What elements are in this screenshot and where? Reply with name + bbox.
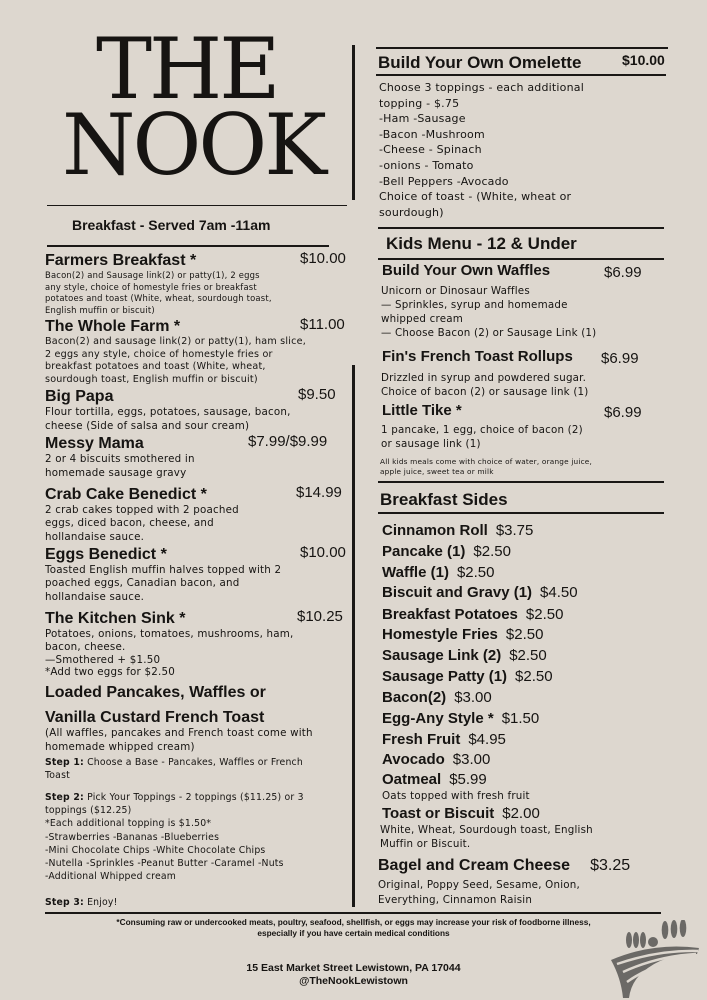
menu-item-title: Crab Cake Benedict * <box>45 486 207 503</box>
menu-item-title: Eggs Benedict * <box>45 546 167 563</box>
loaded-note: (All waffles, pancakes and French toast come with homemade whipped cream) <box>45 727 313 753</box>
divider <box>378 512 664 514</box>
social-handle[interactable]: @TheNookLewistown <box>299 975 408 987</box>
side-price: $3.00 <box>452 751 491 768</box>
side-price: $2.50 <box>473 543 511 560</box>
side-name: Bagel and Cream Cheese <box>378 857 571 874</box>
side-name: Avocado <box>382 751 445 768</box>
divider <box>378 481 664 483</box>
side-name: Sausage Patty (1) <box>382 668 508 685</box>
column-divider-top <box>352 45 355 200</box>
divider <box>378 258 664 260</box>
side-toast <box>382 805 540 822</box>
side-price: $4.95 <box>468 731 506 748</box>
side-name: Homestyle Fries <box>382 626 498 643</box>
kids-item-desc: Drizzled in syrup and powdered sugar. Choice of bacon (2) or sausage link (1) <box>381 372 589 398</box>
divider <box>378 227 664 229</box>
side-item <box>382 606 563 623</box>
side-name: Bacon(2) <box>382 689 447 706</box>
step-text: Choose a Base - Pancakes, Waffles or French Toast <box>45 757 303 782</box>
menu-item-price: $11.00 <box>300 316 345 333</box>
menu-item-price: $10.25 <box>297 608 343 625</box>
side-bagel <box>378 857 630 875</box>
loaded-step-1 <box>45 756 355 782</box>
side-item <box>382 710 539 727</box>
farm-field-logo-icon <box>603 920 707 1000</box>
side-name: Sausage Link (2) <box>382 647 502 664</box>
side-name: Biscuit and Gravy (1) <box>382 584 533 601</box>
logo-the: THE <box>96 20 278 118</box>
side-price: $4.50 <box>540 584 578 601</box>
address: 15 East Market Street Lewistown, PA 17044 <box>246 962 461 974</box>
loaded-step-2 <box>45 791 355 883</box>
kids-item-price: $6.99 <box>601 350 639 367</box>
loaded-step-3 <box>45 897 118 909</box>
divider <box>47 205 347 206</box>
step-label: Step 1: <box>45 757 84 768</box>
side-item <box>382 522 533 539</box>
side-price: $1.50 <box>501 710 540 727</box>
menu-item-desc: Toasted English muffin halves topped with 2 poached eggs, Canadian bacon, and hollandaise sauce. <box>45 564 282 603</box>
disclaimer-line-2: especially if you have certain medical conditions <box>257 928 450 938</box>
menu-item-title: Big Papa <box>45 388 114 405</box>
side-price: $2.00 <box>502 805 540 822</box>
loaded-title-2: Vanilla Custard French Toast <box>45 709 265 726</box>
menu-item-title: The Whole Farm * <box>45 318 181 335</box>
side-item <box>382 771 487 788</box>
menu-item-desc: Potatoes, onions, tomatoes, mushrooms, ham, bacon, cheese. —Smothered + $1.50 *Add two eggs for $2.50 <box>45 628 294 679</box>
menu-item-title: Messy Mama <box>45 435 144 452</box>
menu-item-desc: Flour tortilla, eggs, potatoes, sausage, bacon, cheese (Side of salsa and sour cream) <box>45 406 291 432</box>
divider <box>47 245 329 247</box>
side-price: $5.99 <box>449 771 487 788</box>
side-name: Pancake (1) <box>382 543 466 560</box>
kids-note: All kids meals come with choice of water, orange juice, apple juice, sweet tea or milk <box>380 457 593 476</box>
sides-heading: Breakfast Sides <box>380 490 508 509</box>
side-item <box>382 731 506 748</box>
kids-item-title: Fin's French Toast Rollups <box>382 348 573 365</box>
breakfast-heading: Breakfast - Served 7am -11am <box>72 217 271 233</box>
menu-item-desc: Bacon(2) and Sausage link(2) or patty(1), 2 eggs any style, choice of homestyle fries or breakfast potatoes and toast (White, wheat, sourdough toast, English muffin or biscuit) <box>45 270 272 315</box>
bagel-desc: Original, Poppy Seed, Sesame, Onion, Everything, Cinnamon Raisin <box>378 879 580 906</box>
menu-item-price: $10.00 <box>300 544 346 561</box>
toast-desc: White, Wheat, Sourdough toast, English Muffin or Biscuit. <box>380 824 593 850</box>
side-price: $2.50 <box>505 626 544 643</box>
omelette-title: Build Your Own Omelette <box>378 53 582 72</box>
omelette-desc: Choose 3 toppings - each additional topping - $.75 -Ham -Sausage -Bacon -Mushroom -Cheese - Spinach -onions - Tomato -Bell Peppers -Avocado Choice of toast - (White, wheat or sourdough) <box>379 81 584 219</box>
side-price: $2.50 <box>515 668 553 685</box>
step-label: Step 3: <box>45 897 84 908</box>
divider <box>376 74 666 76</box>
step-label: Step 2: <box>45 792 84 803</box>
side-price: $3.00 <box>454 689 492 706</box>
menu-item-desc: Bacon(2) and sausage link(2) or patty(1), ham slice, 2 eggs any style, choice of homestyle fries or breakfast potatoes and toast (White, wheat, sourdough toast, English muffin or biscuit) <box>45 336 306 385</box>
side-price: $3.25 <box>590 857 631 874</box>
kids-item-desc: Unicorn or Dinosaur Waffles — Sprinkles, syrup and homemade whipped cream — Choose Bacon (2) or Sausage Link (1) <box>381 285 597 339</box>
menu-item-price: $9.50 <box>298 386 336 403</box>
kids-item-title: Build Your Own Waffles <box>382 262 551 279</box>
menu-item-title: Farmers Breakfast * <box>45 252 197 269</box>
side-name: Fresh Fruit <box>382 731 461 748</box>
disclaimer-line-1: *Consuming raw or undercooked meats, poultry, seafood, shellfish, or eggs may increase your risk of foodborne illness, <box>116 917 591 927</box>
side-name: Waffle (1) <box>382 564 449 581</box>
loaded-title-1: Loaded Pancakes, Waffles or <box>45 684 266 701</box>
menu-item-desc: 2 or 4 biscuits smothered in homemade sausage gravy <box>45 453 195 479</box>
logo-nook: NOOK <box>62 96 324 194</box>
menu-item-price: $10.00 <box>300 250 346 267</box>
side-name: Breakfast Potatoes <box>382 606 518 623</box>
kids-item-price: $6.99 <box>604 404 642 421</box>
side-name: Oatmeal <box>382 771 442 788</box>
side-name: Egg-Any Style * <box>382 710 494 727</box>
kids-heading: Kids Menu - 12 & Under <box>386 234 577 253</box>
side-item <box>382 689 492 706</box>
side-price: $2.50 <box>509 647 547 664</box>
omelette-price: $10.00 <box>622 52 665 68</box>
side-price: $2.50 <box>456 564 495 581</box>
divider <box>376 47 668 49</box>
side-price: $3.75 <box>495 522 534 539</box>
side-item <box>382 584 578 601</box>
menu-item-desc: 2 crab cakes topped with 2 poached eggs, diced bacon, cheese, and hollandaise sauce. <box>45 504 239 543</box>
kids-item-title: Little Tike * <box>382 402 462 419</box>
footer-divider <box>45 912 661 914</box>
side-item <box>382 751 490 768</box>
menu-item-price: $7.99/$9.99 <box>248 433 328 450</box>
menu-item-price: $14.99 <box>296 484 342 501</box>
step-text: Enjoy! <box>83 897 118 908</box>
side-item <box>382 543 511 560</box>
side-name: Cinnamon Roll <box>382 522 488 539</box>
side-item <box>382 564 495 581</box>
kids-item-price: $6.99 <box>604 264 642 281</box>
side-price: $2.50 <box>525 606 564 623</box>
side-item <box>382 668 553 685</box>
kids-item-desc: 1 pancake, 1 egg, choice of bacon (2) or sausage link (1) <box>381 424 583 450</box>
side-name: Toast or Biscuit <box>382 805 495 822</box>
menu-item-title: The Kitchen Sink * <box>45 610 186 627</box>
side-item <box>382 626 543 643</box>
oatmeal-desc: Oats topped with fresh fruit <box>382 790 530 802</box>
side-item <box>382 647 547 664</box>
step-text: Pick Your Toppings - 2 toppings ($11.25) or 3 toppings ($12.25) *Each additional topping is $1.50* -Strawberries -Bananas -Blueberries -Mini Chocolate Chips -White Chocolate Chips -Nutella -Sprinkles -Peanut Butter -Caramel -Nuts -Additional Whipped cream <box>45 792 304 883</box>
